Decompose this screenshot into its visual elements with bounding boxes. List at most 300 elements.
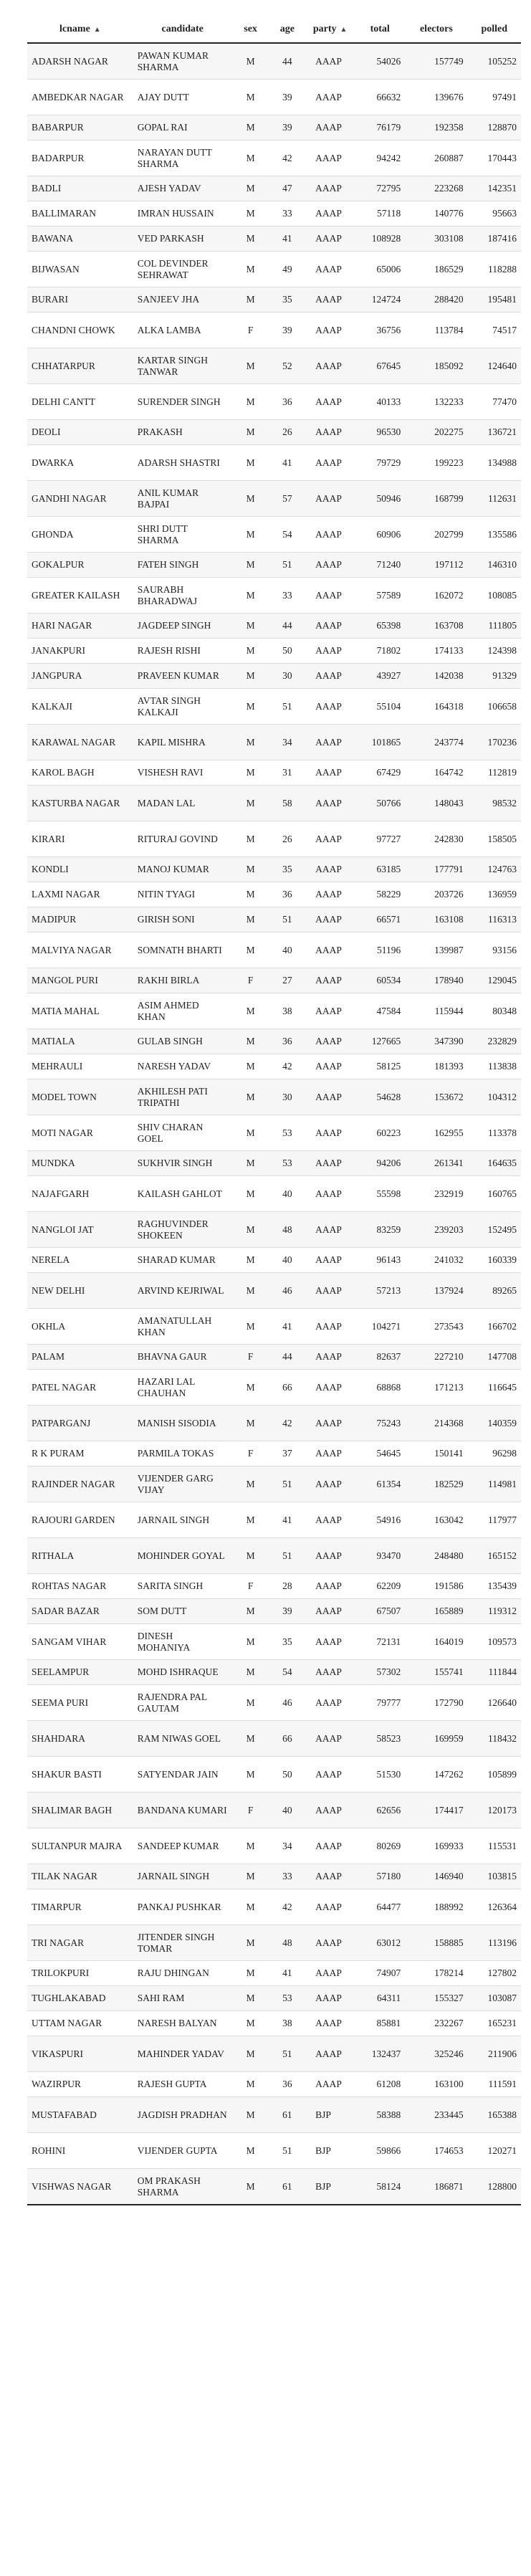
cell-party: AAAP	[305, 1248, 355, 1273]
cell-total: 67507	[355, 1599, 405, 1624]
table-row	[27, 481, 521, 517]
cell-age: 58	[269, 786, 305, 821]
cell-polled: 113196	[468, 1925, 521, 1961]
cell-age: 35	[269, 857, 305, 882]
cell-total: 51530	[355, 1757, 405, 1793]
cell-electors: 132233	[405, 384, 467, 420]
cell-party: AAAP	[305, 348, 355, 384]
sort-arrow-icon[interactable]: ▲	[93, 25, 101, 34]
table-row	[27, 226, 521, 252]
cell-party: AAAP	[305, 1466, 355, 1502]
cell-lcname: KARAWAL NAGAR	[27, 725, 133, 760]
cell-age: 26	[269, 420, 305, 445]
column-header-label: total	[370, 23, 390, 34]
cell-candidate: PANKAJ PUSHKAR	[133, 1889, 232, 1925]
column-header-label: electors	[419, 23, 453, 34]
cell-electors: 163042	[405, 1502, 467, 1538]
cell-lcname: MATIA MAHAL	[27, 993, 133, 1029]
cell-age: 26	[269, 821, 305, 857]
table-row	[27, 1685, 521, 1721]
cell-total: 80269	[355, 1828, 405, 1864]
cell-party: AAAP	[305, 226, 355, 252]
cell-party: AAAP	[305, 857, 355, 882]
cell-electors: 113784	[405, 313, 467, 348]
cell-candidate: NITIN TYAGI	[133, 882, 232, 907]
table-row	[27, 1889, 521, 1925]
cell-party: AAAP	[305, 1370, 355, 1406]
cell-age: 42	[269, 1406, 305, 1441]
cell-lcname: KIRARI	[27, 821, 133, 857]
cell-candidate: MOHD ISHRAQUE	[133, 1660, 232, 1685]
cell-party: AAAP	[305, 445, 355, 481]
cell-party: AAAP	[305, 1864, 355, 1889]
cell-polled: 160765	[468, 1176, 521, 1212]
cell-electors: 150141	[405, 1441, 467, 1466]
cell-sex: M	[232, 1925, 269, 1961]
table-row	[27, 445, 521, 481]
cell-polled: 95663	[468, 201, 521, 226]
cell-polled: 142351	[468, 176, 521, 201]
cell-lcname: TIMARPUR	[27, 1889, 133, 1925]
cell-total: 62209	[355, 1574, 405, 1599]
cell-total: 96530	[355, 420, 405, 445]
cell-party: AAAP	[305, 1660, 355, 1685]
cell-party: AAAP	[305, 907, 355, 932]
cell-polled: 195481	[468, 287, 521, 313]
cell-electors: 273543	[405, 1309, 467, 1345]
cell-total: 65006	[355, 252, 405, 287]
cell-polled: 135586	[468, 517, 521, 553]
cell-lcname: JANGPURA	[27, 664, 133, 689]
cell-candidate: PRAVEEN KUMAR	[133, 664, 232, 689]
cell-candidate: MANOJ KUMAR	[133, 857, 232, 882]
cell-electors: 158885	[405, 1925, 467, 1961]
cell-total: 72131	[355, 1624, 405, 1660]
table-row	[27, 882, 521, 907]
cell-age: 53	[269, 1986, 305, 2011]
cell-polled: 104312	[468, 1079, 521, 1115]
cell-sex: M	[232, 664, 269, 689]
cell-age: 40	[269, 1176, 305, 1212]
cell-lcname: VISHWAS NAGAR	[27, 2169, 133, 2205]
cell-party: AAAP	[305, 1212, 355, 1248]
cell-candidate: KARTAR SINGH TANWAR	[133, 348, 232, 384]
table-row	[27, 578, 521, 614]
cell-sex: M	[232, 2169, 269, 2205]
table-row	[27, 821, 521, 857]
cell-age: 41	[269, 1502, 305, 1538]
cell-polled: 120271	[468, 2133, 521, 2169]
column-header-candidate[interactable]	[133, 16, 232, 43]
cell-candidate: RAM NIWAS GOEL	[133, 1721, 232, 1757]
cell-candidate: JITENDER SINGH TOMAR	[133, 1925, 232, 1961]
cell-sex: M	[232, 1961, 269, 1986]
cell-age: 44	[269, 614, 305, 639]
cell-lcname: TILAK NAGAR	[27, 1864, 133, 1889]
cell-party: BJP	[305, 2133, 355, 2169]
cell-electors: 163108	[405, 907, 467, 932]
cell-candidate: HAZARI LAL CHAUHAN	[133, 1370, 232, 1406]
cell-sex: M	[232, 907, 269, 932]
cell-candidate: PAWAN KUMAR SHARMA	[133, 43, 232, 80]
cell-sex: M	[232, 1828, 269, 1864]
cell-polled: 96298	[468, 1441, 521, 1466]
cell-electors: 241032	[405, 1248, 467, 1273]
cell-candidate: GULAB SINGH	[133, 1029, 232, 1054]
cell-age: 40	[269, 1793, 305, 1828]
column-header-label: lcname	[59, 23, 90, 34]
cell-total: 94206	[355, 1151, 405, 1176]
cell-candidate: SHRI DUTT SHARMA	[133, 517, 232, 553]
table-row	[27, 907, 521, 932]
cell-polled: 158505	[468, 821, 521, 857]
cell-total: 60223	[355, 1115, 405, 1151]
table-row	[27, 517, 521, 553]
cell-candidate: MADAN LAL	[133, 786, 232, 821]
table-row	[27, 760, 521, 786]
cell-total: 75243	[355, 1406, 405, 1441]
cell-lcname: RAJOURI GARDEN	[27, 1502, 133, 1538]
cell-party: AAAP	[305, 384, 355, 420]
cell-electors: 174417	[405, 1793, 467, 1828]
cell-age: 42	[269, 140, 305, 176]
cell-electors: 146940	[405, 1864, 467, 1889]
cell-party: AAAP	[305, 140, 355, 176]
cell-sex: M	[232, 1176, 269, 1212]
cell-electors: 232919	[405, 1176, 467, 1212]
cell-party: AAAP	[305, 1986, 355, 2011]
cell-lcname: KASTURBA NAGAR	[27, 786, 133, 821]
cell-party: AAAP	[305, 2011, 355, 2036]
table-row	[27, 80, 521, 115]
cell-age: 31	[269, 760, 305, 786]
cell-party: AAAP	[305, 481, 355, 517]
cell-age: 54	[269, 517, 305, 553]
cell-total: 58388	[355, 2097, 405, 2133]
cell-lcname: GHONDA	[27, 517, 133, 553]
cell-polled: 146310	[468, 553, 521, 578]
cell-age: 51	[269, 553, 305, 578]
cell-total: 54026	[355, 43, 405, 80]
cell-candidate: SUKHVIR SINGH	[133, 1151, 232, 1176]
cell-electors: 139987	[405, 932, 467, 968]
cell-sex: F	[232, 968, 269, 993]
cell-total: 66571	[355, 907, 405, 932]
table-row	[27, 1212, 521, 1248]
cell-polled: 134988	[468, 445, 521, 481]
table-row	[27, 1925, 521, 1961]
cell-polled: 165388	[468, 2097, 521, 2133]
cell-electors: 227210	[405, 1345, 467, 1370]
cell-candidate: ANIL KUMAR BAJPAI	[133, 481, 232, 517]
cell-candidate: SAHI RAM	[133, 1986, 232, 2011]
cell-lcname: TRILOKPURI	[27, 1961, 133, 1986]
cell-party: AAAP	[305, 1889, 355, 1925]
cell-total: 71240	[355, 553, 405, 578]
cell-electors: 139676	[405, 80, 467, 115]
cell-sex: M	[232, 348, 269, 384]
table-row	[27, 857, 521, 882]
cell-total: 58523	[355, 1721, 405, 1757]
cell-sex: F	[232, 1574, 269, 1599]
cell-polled: 140359	[468, 1406, 521, 1441]
cell-age: 41	[269, 445, 305, 481]
cell-sex: M	[232, 689, 269, 725]
cell-lcname: GREATER KAILASH	[27, 578, 133, 614]
cell-lcname: KALKAJI	[27, 689, 133, 725]
cell-party: AAAP	[305, 2036, 355, 2072]
cell-total: 124724	[355, 287, 405, 313]
cell-electors: 347390	[405, 1029, 467, 1054]
cell-electors: 148043	[405, 786, 467, 821]
cell-lcname: BADARPUR	[27, 140, 133, 176]
cell-party: AAAP	[305, 760, 355, 786]
cell-sex: M	[232, 2036, 269, 2072]
cell-party: AAAP	[305, 1273, 355, 1309]
cell-candidate: OM PRAKASH SHARMA	[133, 2169, 232, 2205]
cell-electors: 192358	[405, 115, 467, 140]
cell-age: 61	[269, 2097, 305, 2133]
column-header-label: polled	[481, 23, 508, 34]
cell-electors: 168799	[405, 481, 467, 517]
column-header-label: age	[279, 23, 295, 34]
cell-age: 38	[269, 993, 305, 1029]
column-header-party[interactable]	[305, 16, 355, 43]
cell-party: AAAP	[305, 1793, 355, 1828]
table-row	[27, 140, 521, 176]
column-header-label: candidate	[161, 23, 204, 34]
cell-party: AAAP	[305, 1502, 355, 1538]
cell-polled: 116313	[468, 907, 521, 932]
cell-sex: F	[232, 1441, 269, 1466]
cell-sex: M	[232, 1029, 269, 1054]
table-row	[27, 689, 521, 725]
cell-sex: M	[232, 2133, 269, 2169]
cell-sex: M	[232, 176, 269, 201]
column-header-age[interactable]	[269, 16, 305, 43]
cell-sex: M	[232, 1273, 269, 1309]
cell-candidate: NARAYAN DUTT SHARMA	[133, 140, 232, 176]
cell-party: AAAP	[305, 1925, 355, 1961]
cell-party: AAAP	[305, 1345, 355, 1370]
cell-lcname: WAZIRPUR	[27, 2072, 133, 2097]
cell-total: 108928	[355, 226, 405, 252]
column-header-sex[interactable]	[232, 16, 269, 43]
cell-polled: 211906	[468, 2036, 521, 2072]
cell-candidate: SURENDER SINGH	[133, 384, 232, 420]
cell-party: AAAP	[305, 1176, 355, 1212]
table-row	[27, 1828, 521, 1864]
cell-total: 85881	[355, 2011, 405, 2036]
cell-electors: 155327	[405, 1986, 467, 2011]
cell-lcname: R K PURAM	[27, 1441, 133, 1466]
table-row	[27, 384, 521, 420]
cell-polled: 111844	[468, 1660, 521, 1685]
cell-party: AAAP	[305, 1624, 355, 1660]
table-row	[27, 1721, 521, 1757]
cell-electors: 239203	[405, 1212, 467, 1248]
cell-candidate: RAJU DHINGAN	[133, 1961, 232, 1986]
cell-age: 35	[269, 1624, 305, 1660]
cell-lcname: MATIALA	[27, 1029, 133, 1054]
cell-polled: 127802	[468, 1961, 521, 1986]
cell-age: 44	[269, 43, 305, 80]
cell-sex: M	[232, 1986, 269, 2011]
cell-total: 64311	[355, 1986, 405, 2011]
header-row	[27, 16, 521, 43]
table-row	[27, 664, 521, 689]
cell-sex: M	[232, 1660, 269, 1685]
table-row	[27, 2072, 521, 2097]
cell-age: 39	[269, 115, 305, 140]
cell-candidate: VED PARKASH	[133, 226, 232, 252]
cell-lcname: BURARI	[27, 287, 133, 313]
table-row	[27, 1624, 521, 1660]
cell-party: AAAP	[305, 786, 355, 821]
cell-total: 51196	[355, 932, 405, 968]
cell-sex: M	[232, 578, 269, 614]
cell-age: 41	[269, 226, 305, 252]
cell-total: 97727	[355, 821, 405, 857]
cell-electors: 177791	[405, 857, 467, 882]
cell-electors: 178214	[405, 1961, 467, 1986]
cell-sex: F	[232, 1793, 269, 1828]
table-row	[27, 932, 521, 968]
cell-party: AAAP	[305, 725, 355, 760]
cell-total: 57180	[355, 1864, 405, 1889]
cell-party: AAAP	[305, 1685, 355, 1721]
cell-age: 33	[269, 1864, 305, 1889]
cell-age: 36	[269, 384, 305, 420]
table-row	[27, 1986, 521, 2011]
cell-lcname: MODEL TOWN	[27, 1079, 133, 1115]
cell-age: 33	[269, 201, 305, 226]
cell-sex: M	[232, 2072, 269, 2097]
cell-polled: 112631	[468, 481, 521, 517]
cell-sex: M	[232, 639, 269, 664]
cell-total: 64477	[355, 1889, 405, 1925]
cell-age: 66	[269, 1370, 305, 1406]
table-row	[27, 639, 521, 664]
table-row	[27, 115, 521, 140]
cell-lcname: MUSTAFABAD	[27, 2097, 133, 2133]
cell-electors: 260887	[405, 140, 467, 176]
cell-age: 47	[269, 176, 305, 201]
cell-total: 74907	[355, 1961, 405, 1986]
sort-arrow-icon[interactable]: ▲	[340, 25, 348, 34]
cell-candidate: VISHESH RAVI	[133, 760, 232, 786]
cell-total: 76179	[355, 115, 405, 140]
cell-total: 63012	[355, 1925, 405, 1961]
cell-age: 49	[269, 252, 305, 287]
cell-sex: M	[232, 1757, 269, 1793]
cell-total: 96143	[355, 1248, 405, 1273]
cell-sex: M	[232, 614, 269, 639]
cell-polled: 152495	[468, 1212, 521, 1248]
cell-electors: 174653	[405, 2133, 467, 2169]
cell-sex: M	[232, 2011, 269, 2036]
cell-electors: 169959	[405, 1721, 467, 1757]
cell-age: 41	[269, 1961, 305, 1986]
cell-polled: 80348	[468, 993, 521, 1029]
cell-party: AAAP	[305, 968, 355, 993]
table-row	[27, 1273, 521, 1309]
cell-sex: M	[232, 1309, 269, 1345]
cell-polled: 128800	[468, 2169, 521, 2205]
cell-lcname: ADARSH NAGAR	[27, 43, 133, 80]
cell-age: 44	[269, 1345, 305, 1370]
cell-sex: M	[232, 201, 269, 226]
column-header-total[interactable]	[355, 16, 405, 43]
cell-total: 66632	[355, 80, 405, 115]
cell-total: 57589	[355, 578, 405, 614]
cell-polled: 232829	[468, 1029, 521, 1054]
cell-age: 36	[269, 1029, 305, 1054]
cell-polled: 91329	[468, 664, 521, 689]
cell-candidate: MOHINDER GOYAL	[133, 1538, 232, 1574]
column-header-lcname[interactable]	[27, 16, 133, 43]
cell-polled: 126640	[468, 1685, 521, 1721]
cell-party: AAAP	[305, 43, 355, 80]
table-row	[27, 1054, 521, 1079]
cell-lcname: NEW DELHI	[27, 1273, 133, 1309]
table-row	[27, 1574, 521, 1599]
cell-sex: M	[232, 1864, 269, 1889]
cell-lcname: ROHTAS NAGAR	[27, 1574, 133, 1599]
cell-candidate: SARITA SINGH	[133, 1574, 232, 1599]
cell-candidate: PARMILA TOKAS	[133, 1441, 232, 1466]
cell-party: BJP	[305, 2169, 355, 2205]
cell-polled: 136721	[468, 420, 521, 445]
table-row	[27, 1660, 521, 1685]
cell-candidate: VIJENDER GARG VIJAY	[133, 1466, 232, 1502]
column-header-polled[interactable]	[468, 16, 521, 43]
cell-sex: M	[232, 481, 269, 517]
cell-total: 47584	[355, 993, 405, 1029]
column-header-electors[interactable]	[405, 16, 467, 43]
cell-candidate: JAGDEEP SINGH	[133, 614, 232, 639]
cell-electors: 162955	[405, 1115, 467, 1151]
cell-party: AAAP	[305, 1574, 355, 1599]
cell-age: 40	[269, 932, 305, 968]
cell-age: 35	[269, 287, 305, 313]
cell-total: 93470	[355, 1538, 405, 1574]
cell-candidate: SANDEEP KUMAR	[133, 1828, 232, 1864]
table-body	[27, 43, 521, 2205]
cell-electors: 261341	[405, 1151, 467, 1176]
cell-age: 39	[269, 313, 305, 348]
cell-lcname: OKHLA	[27, 1309, 133, 1345]
cell-lcname: PATPARGANJ	[27, 1406, 133, 1441]
cell-polled: 128870	[468, 115, 521, 140]
cell-sex: M	[232, 821, 269, 857]
cell-age: 46	[269, 1685, 305, 1721]
cell-candidate: BHAVNA GAUR	[133, 1345, 232, 1370]
cell-electors: 242830	[405, 821, 467, 857]
cell-polled: 77470	[468, 384, 521, 420]
cell-age: 27	[269, 968, 305, 993]
cell-age: 51	[269, 1538, 305, 1574]
cell-candidate: AMANATULLAH KHAN	[133, 1309, 232, 1345]
cell-polled: 117977	[468, 1502, 521, 1538]
cell-party: AAAP	[305, 517, 355, 553]
cell-electors: 197112	[405, 553, 467, 578]
table-row	[27, 287, 521, 313]
cell-polled: 98532	[468, 786, 521, 821]
cell-total: 61208	[355, 2072, 405, 2097]
cell-candidate: AJESH YADAV	[133, 176, 232, 201]
cell-sex: M	[232, 1151, 269, 1176]
